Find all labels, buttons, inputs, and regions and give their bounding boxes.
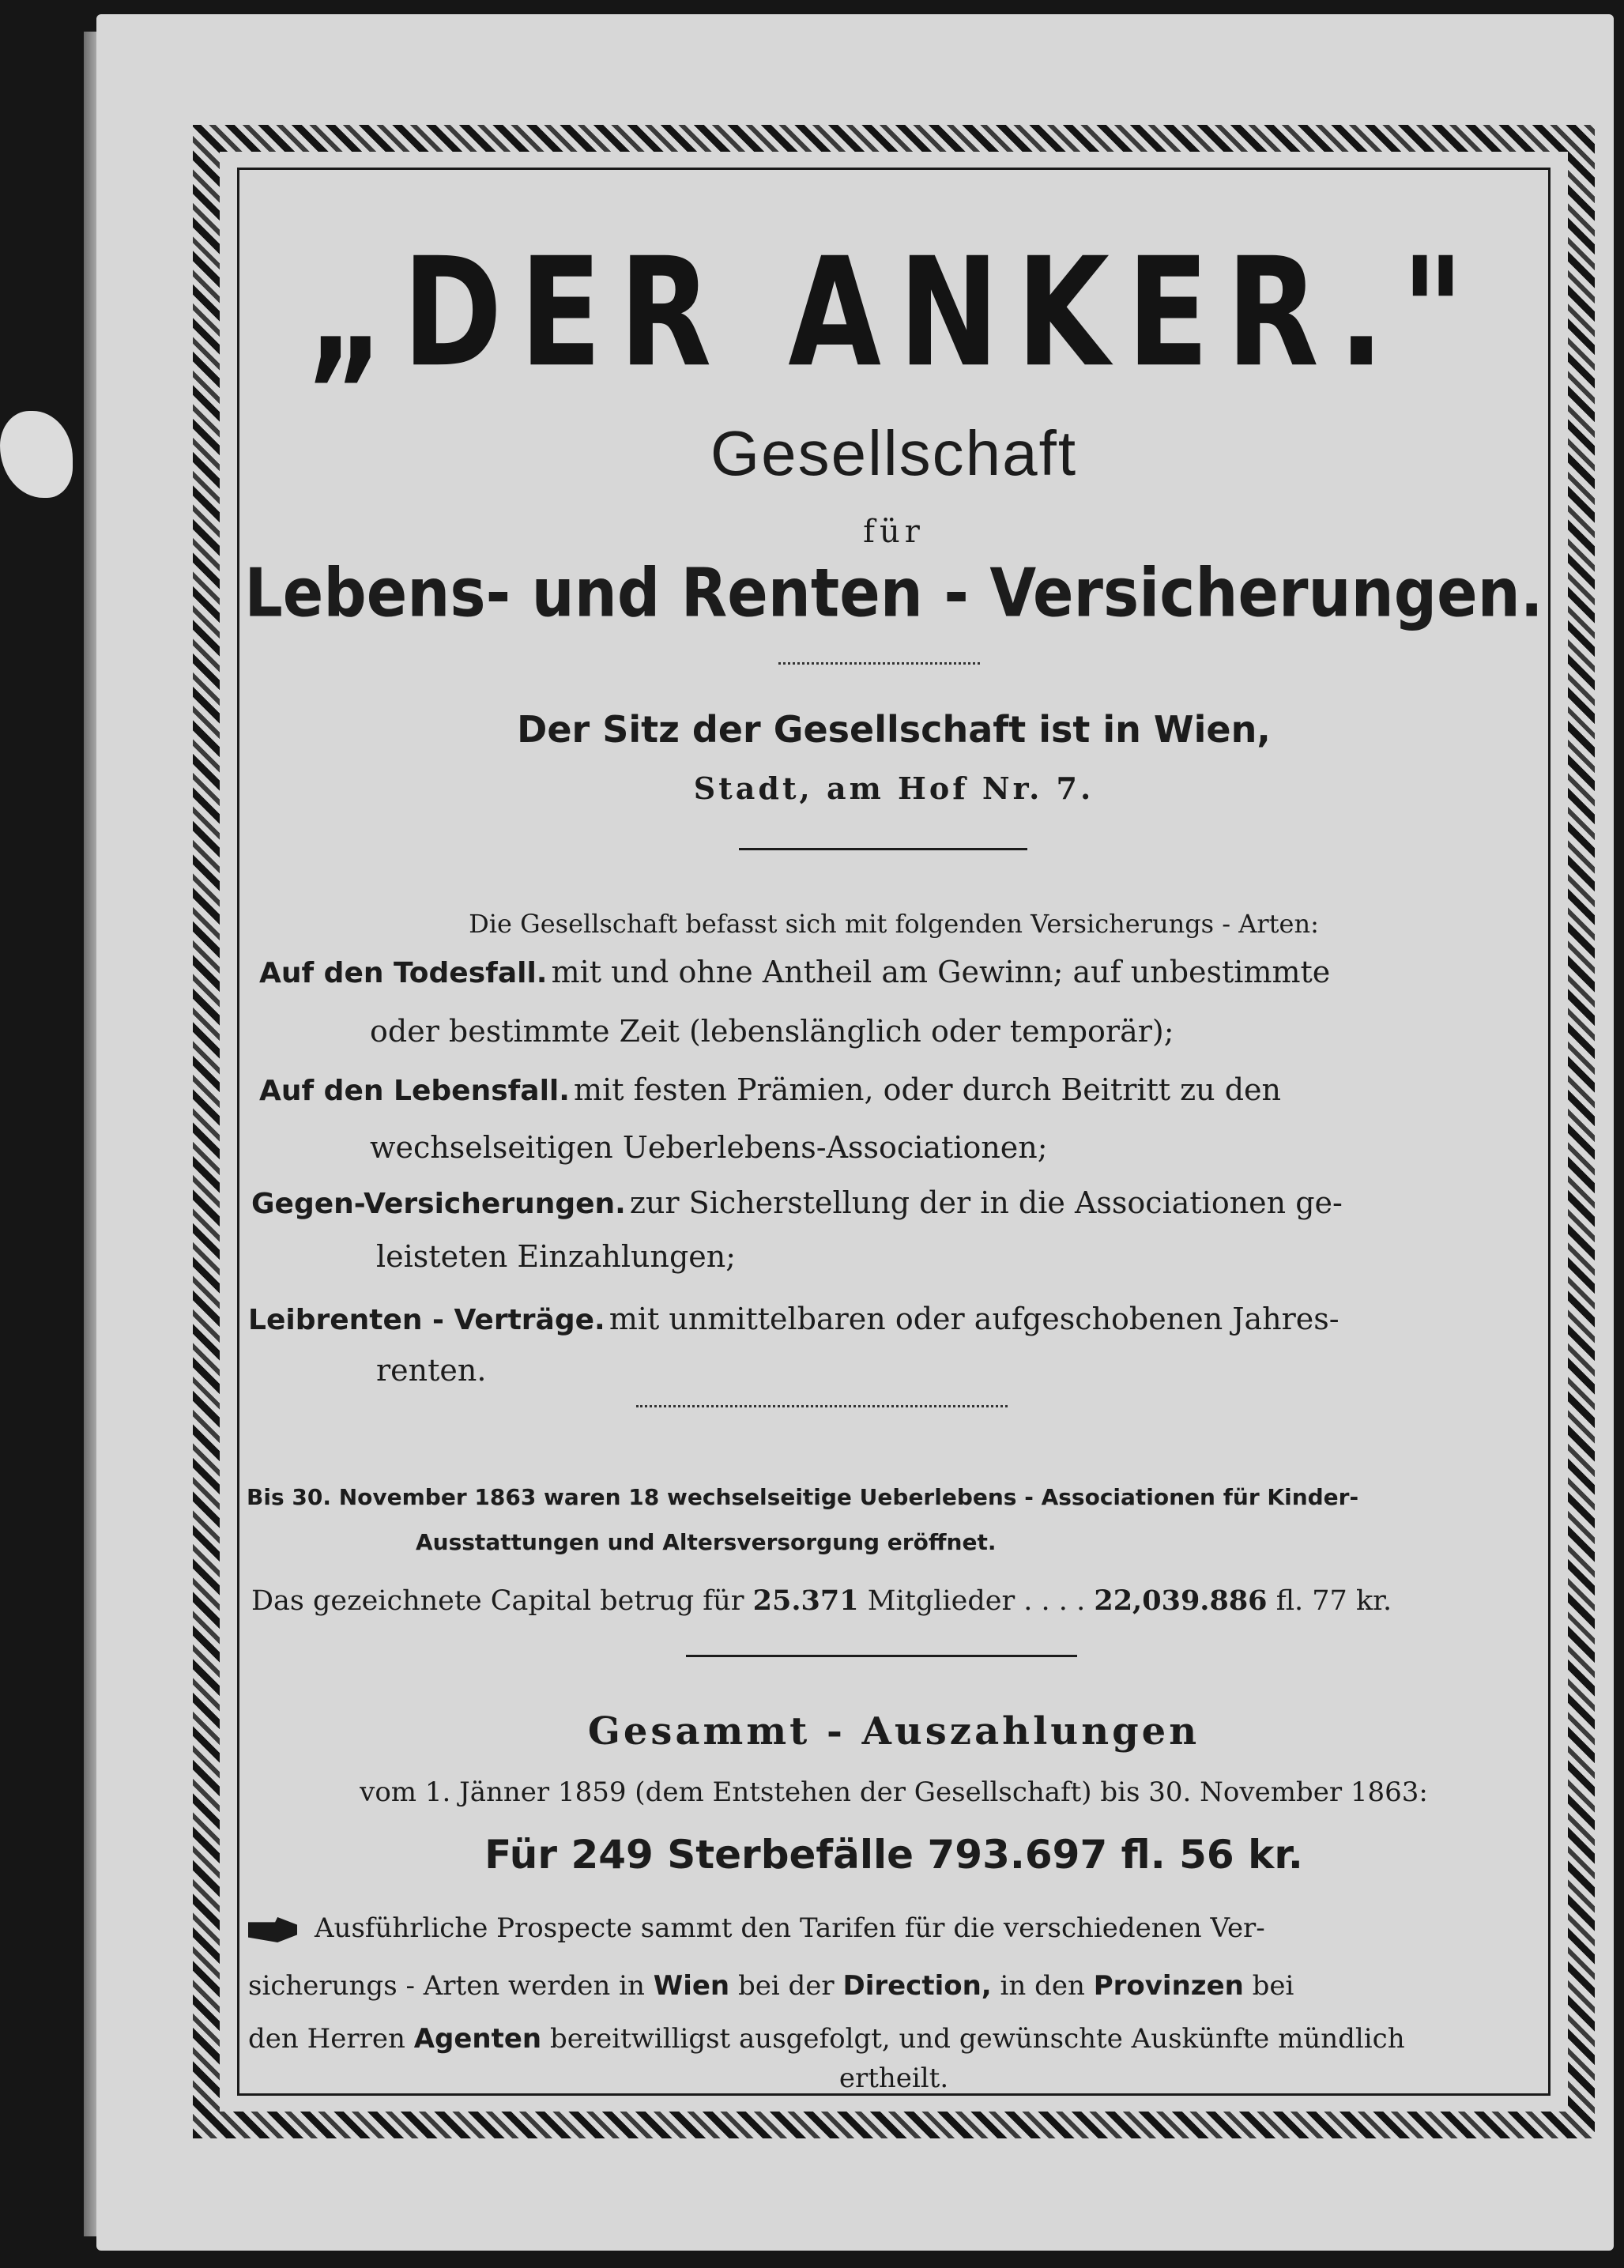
payouts-period: vom 1. Jänner 1859 (dem Entstehen der Gesellschaft) bis 30. November 1863: — [360, 1776, 1428, 1808]
insurance-type-term: Leibrenten - Verträge. — [248, 1304, 605, 1336]
insurance-type-desc-cont: wechselseitigen Ueberlebens-Associationen; — [370, 1130, 1048, 1165]
insurance-type — [259, 955, 1330, 989]
note-text: Ausführliche Prospecte sammt den Tarifen für die verschiedenen Ver- — [315, 1912, 1265, 1944]
fuer-word: für — [863, 514, 925, 550]
company-word: Gesellschaft — [710, 418, 1078, 488]
insurance-type-desc-cont: renten. — [376, 1353, 487, 1388]
seat-line: Der Sitz der Gesellschaft ist in Wien, — [517, 708, 1271, 751]
capital-line — [251, 1584, 1392, 1617]
insurance-type — [251, 1185, 1343, 1220]
insurance-type-desc: mit festen Prämien, oder durch Beitritt zu den — [574, 1072, 1282, 1107]
note-line: den Herren Agenten bereitwilligst ausgefolgt, und gewünschte Auskünfte mündlich — [248, 2023, 1405, 2055]
capital-label: Das gezeichnete Capital betrug für — [251, 1585, 744, 1617]
stats-line: Ausstattungen und Altersversorgung eröffnet. — [416, 1529, 997, 1555]
insurance-type-term: Auf den Todesfall. — [259, 957, 548, 989]
insurance-type-desc: mit und ohne Antheil am Gewinn; auf unbestimmte — [551, 955, 1331, 989]
squiggle-divider — [778, 662, 980, 665]
pointing-hand-icon — [248, 1917, 297, 1942]
squiggle-divider — [636, 1405, 1008, 1407]
insurance-type-desc-cont: oder bestimmte Zeit (lebenslänglich oder temporär); — [370, 1014, 1174, 1049]
insurance-type-term: Gegen-Versicherungen. — [251, 1188, 626, 1220]
note-line: ertheilt. — [838, 2063, 949, 2094]
types-intro: Die Gesellschaft befasst sich mit folgenden Versicherungs - Arten: — [469, 909, 1319, 939]
payouts-title: Gesammt - Auszahlungen — [587, 1709, 1200, 1754]
note-line: sicherungs - Arten werden in Wien bei der Direction, in den Provinzen bei — [248, 1970, 1294, 2002]
insurance-type — [259, 1072, 1281, 1107]
insurance-type-term: Auf den Lebensfall. — [259, 1075, 570, 1107]
rule-divider — [686, 1655, 1077, 1657]
payouts-total: Für 249 Sterbefälle 793.697 fl. 56 kr. — [484, 1832, 1303, 1878]
insurance-type-desc: mit unmittelbaren oder aufgeschobenen Jahres- — [609, 1302, 1340, 1336]
paper-scrap — [0, 411, 73, 498]
rule-divider — [739, 848, 1027, 850]
members-label: Mitglieder . . . . — [867, 1585, 1086, 1617]
capital-amount: 22,039.886 — [1094, 1584, 1268, 1617]
capital-currency: fl. 77 kr. — [1275, 1585, 1392, 1617]
insurance-type — [248, 1302, 1340, 1336]
address-line: Stadt, am Hof Nr. 7. — [693, 770, 1095, 806]
insurance-type-desc-cont: leisteten Einzahlungen; — [376, 1239, 737, 1274]
page-subtitle: Lebens- und Renten - Versicherungen. — [244, 553, 1543, 632]
stats-line: Bis 30. November 1863 waren 18 wechselseitige Ueberlebens - Associationen für Kinder- — [247, 1484, 1359, 1510]
note-line — [248, 1912, 1265, 1944]
members-count: 25.371 — [752, 1584, 859, 1617]
page-title: „DER ANKER." — [306, 225, 1482, 401]
insurance-type-desc: zur Sicherstellung der in die Associationen ge- — [629, 1185, 1343, 1220]
